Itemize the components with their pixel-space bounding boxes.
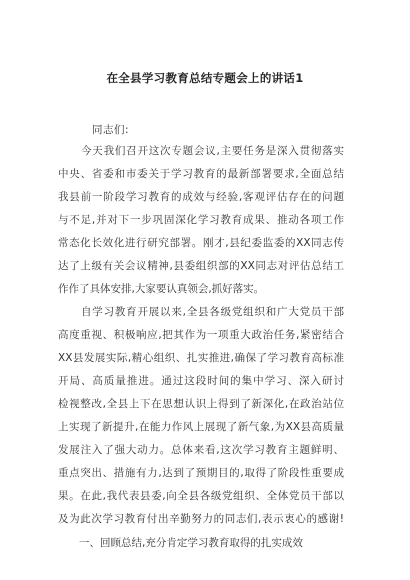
paragraph-1-line: 作作了具体安排,大家要认真领会,抓好落实。 (58, 283, 265, 295)
paragraph-1-line: 常态化长效化进行研究部署。刚才,县纪委监委的XX同志传 (58, 237, 344, 249)
paragraph-2-line: 检视整改,全县上下在思想认识上得到了新深化,在政治站位 (58, 398, 344, 410)
paragraph-2-line: 自学习教育开展以来,全县各级党组织和广大党员干部 (81, 306, 344, 318)
paragraph-1-line: 达了上级有关会议精神,县委组织部的XX同志对评估总结工 (58, 260, 344, 272)
paragraph-1-line: 今天我们召开这次专题会议,主要任务是深入贯彻落实 (81, 145, 344, 157)
paragraph-1-line: 中央、省委和市委关于学习教育的最新部署要求,全面总结 (58, 168, 344, 180)
document-title: 在全县学习教育总结专题会上的讲话1 (106, 71, 304, 85)
paragraph-2-line: 上实现了新提升,在能力作风上展现了新气象,为XX县高质量 (58, 421, 344, 433)
paragraph-2-line: XX县发展实际,精心组织、扎实推进,确保了学习教育高标准 (58, 352, 344, 364)
paragraph-2-line: 重点突出、措施有力,达到了预期目的,取得了阶段性重要成 (58, 467, 344, 479)
paragraph-2-line: 发展注入了强大动力。总体来看,这次学习教育主题鲜明、 (58, 444, 344, 456)
paragraph-1-line: 与不足,并对下一步巩固深化学习教育成果、推动各项工作 (58, 214, 344, 226)
paragraph-2-line: 高度重视、积极响应,把其作为一项重大政治任务,紧密结合 (58, 329, 344, 341)
section-heading: 一、回顾总结,充分肯定学习教育取得的扎实成效 (79, 537, 303, 549)
greeting: 同志们: (92, 124, 130, 136)
paragraph-2-line: 及为此次学习教育付出辛勤努力的同志们,表示衷心的感谢! (58, 513, 344, 525)
paragraph-2-line: 开局、高质量推进。通过这段时间的集中学习、深入研讨 (58, 375, 344, 387)
paragraph-2-line: 果。在此,我代表县委,向全县各级党组织、全体党员干部以 (58, 490, 344, 502)
paragraph-1-line: 我县前一阶段学习教育的成效与经验,客观评估存在的问题 (58, 191, 344, 203)
